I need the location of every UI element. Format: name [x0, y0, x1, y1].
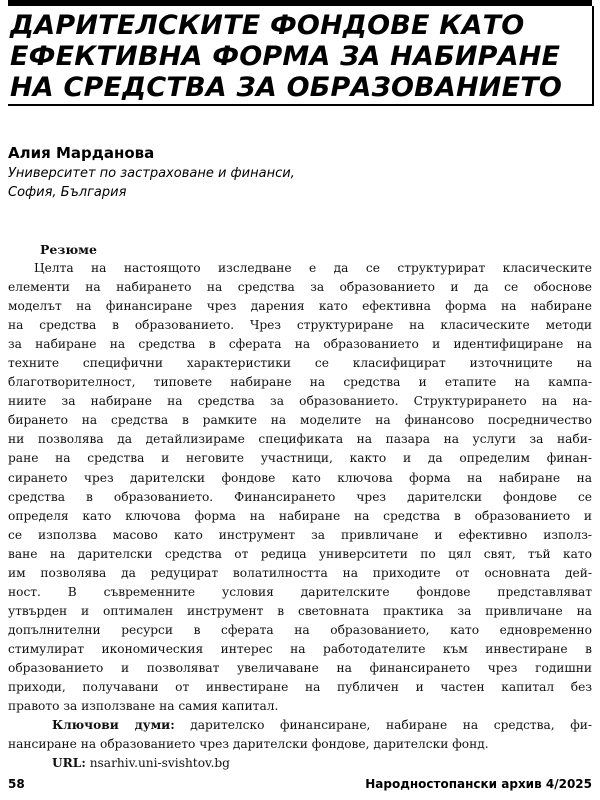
abstract-line: ни позволява да детайлизираме спецификата на пазара на услуги за наби-: [8, 432, 592, 447]
abstract-line: за набиране на средства в сферата на образованието и идентифициране на: [8, 337, 592, 352]
abstract-line: им позволява да редуцират волатилността на приходите от основната дей-: [8, 565, 592, 580]
keywords-text: дарителско финансиране, набиране на средства, фи-: [174, 718, 592, 733]
title-block: [8, 6, 594, 106]
title-line: ЕФЕКТИВНА ФОРМА ЗА НАБИРАНЕ: [10, 41, 561, 72]
title-line: НА СРЕДСТВА ЗА ОБРАЗОВАНИЕТО: [10, 72, 563, 103]
keywords-line: [8, 716, 592, 735]
abstract-line: ране на средства и неговите участници, както и да определим финан-: [8, 451, 592, 466]
url-label: URL:: [52, 756, 86, 771]
abstract-line: благотворителност, типовете набиране на средства и етапите на кампа-: [8, 375, 592, 390]
abstract-line: ниите за набиране на средства за образованието. Структурирането на на-: [8, 394, 592, 409]
author-affiliation: [8, 164, 295, 202]
abstract-line: на средства в образованието. Чрез структуриране на класическите методи: [8, 318, 592, 333]
abstract-line: утвърден и оптимален инструмент в световната практика за привличане на: [8, 603, 592, 618]
abstract-line: средства в образованието. Финансирането чрез дарителски фондове се: [8, 489, 592, 504]
abstract: [8, 240, 592, 773]
url-link[interactable]: nsarhiv.uni-svishtov.bg: [85, 756, 230, 771]
abstract-line: правото за използване на самия капитал.: [8, 699, 279, 714]
journal-name: Народностопански архив 4/2025: [365, 777, 592, 791]
abstract-line: техните специфични характеристики се класифицират източниците на: [8, 356, 592, 371]
abstract-line: стимулират икономическия интерес на работодателите към инвестиране в: [8, 641, 592, 656]
author-name: Алия Марданова: [8, 144, 155, 162]
abstract-line: сирането чрез дарителски фондове като ключова форма на набиране на: [8, 470, 592, 485]
page-number: 58: [8, 777, 25, 791]
abstract-line: допълнителни ресурси в сферата на образованието, като едновременно: [8, 622, 592, 637]
abstract-line: приходи, получавани от инвестиране на публичен и частен капитал без: [8, 680, 592, 695]
abstract-line: моделът на финансиране чрез дарения като ефективна форма на набиране: [8, 299, 592, 314]
abstract-line: определя като ключова форма на набиране на средства в образованието и: [8, 508, 592, 523]
url-line: [8, 754, 592, 773]
affiliation-line: София, България: [8, 185, 127, 200]
abstract-line: елементи на набирането на средства за образованието и да се обоснове: [8, 280, 592, 295]
abstract-line: Целта на настоящото изследване е да се структурират класическите: [34, 261, 592, 275]
abstract-line: ност. В съвременните условия дарителските фондове представляват: [8, 584, 592, 599]
abstract-line: ване на дарителски средства от редица университети по цял свят, тъй като: [8, 546, 592, 561]
abstract-line: се използва масово като инструмент за привличане и ефективно използ-: [8, 527, 592, 542]
keywords-label: Ключови думи:: [52, 718, 175, 733]
article-title: [8, 6, 592, 103]
affiliation-line: Университет по застраховане и финанси,: [8, 166, 295, 181]
keywords-line: нансиране на образованието чрез дарителски фондове, дарителски фонд.: [8, 737, 489, 752]
abstract-heading: Резюме: [40, 242, 97, 257]
abstract-line: образованието и позволяват увеличаване на финансирането чрез годишни: [8, 660, 592, 675]
title-line: ДАРИТЕЛСКИТЕ ФОНДОВЕ КАТО: [10, 10, 525, 41]
abstract-line: бирането на средства в рамките на моделите на финансово посредничество: [8, 413, 592, 428]
